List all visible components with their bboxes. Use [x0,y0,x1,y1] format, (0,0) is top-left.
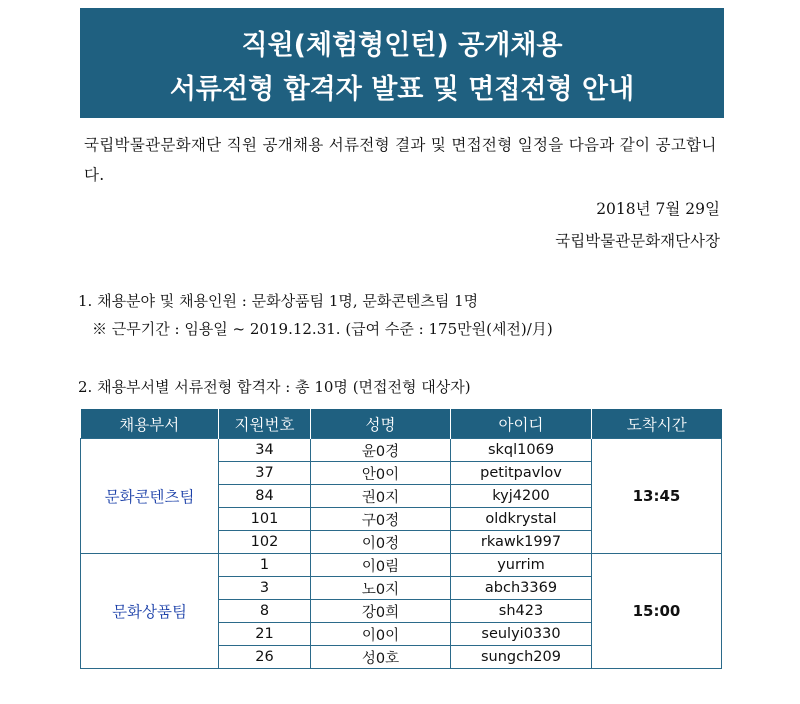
header-arrival-time: 도착시간 [592,409,722,439]
name-cell: 이0림 [311,554,451,577]
id-cell: sh423 [451,600,592,623]
name-cell: 안0이 [311,462,451,485]
dept-cell: 문화콘텐츠팀 [81,439,219,554]
title-banner [80,8,724,118]
applicant-no-cell: 37 [219,462,311,485]
applicant-no-cell: 1 [219,554,311,577]
section-1-heading: 1. 채용분야 및 채용인원 : 문화상품팀 1명, 문화콘텐츠팀 1명 [78,292,479,310]
arrival-time-cell: 15:00 [592,554,722,669]
applicant-no-cell: 34 [219,439,311,462]
id-cell: kyj4200 [451,485,592,508]
name-cell: 이0이 [311,623,451,646]
id-cell: yurrim [451,554,592,577]
id-cell: rkawk1997 [451,531,592,554]
id-cell: abch3369 [451,577,592,600]
header-dept: 채용부서 [81,409,219,439]
name-cell: 노0지 [311,577,451,600]
header-id: 아이디 [451,409,592,439]
applicant-no-cell: 102 [219,531,311,554]
id-cell: sungch209 [451,646,592,669]
applicant-no-cell: 101 [219,508,311,531]
title-line-2: 서류전형 합격자 발표 및 면접전형 안내 [169,74,635,105]
arrival-time-cell: 13:45 [592,439,722,554]
applicant-no-cell: 84 [219,485,311,508]
applicant-no-cell: 21 [219,623,311,646]
applicant-no-cell: 3 [219,577,311,600]
applicant-no-cell: 8 [219,600,311,623]
id-cell: petitpavlov [451,462,592,485]
table-row [81,554,722,577]
dept-cell: 문화상품팀 [81,554,219,669]
section-2-heading: 2. 채용부서별 서류전형 합격자 : 총 10명 (면접전형 대상자) [78,378,471,396]
name-cell: 강0희 [311,600,451,623]
title-line-1: 직원(체험형인턴) 공개채용 [241,30,563,61]
section-1-note: ※ 근무기간 : 임용일 ~ 2019.12.31. (급여 수준 : 175만원(세전)/月) [92,320,553,338]
header-applicant-no: 지원번호 [219,409,311,439]
name-cell: 권0지 [311,485,451,508]
notice-signer: 국립박물관문화재단사장 [555,232,720,250]
id-cell: oldkrystal [451,508,592,531]
id-cell: skql1069 [451,439,592,462]
name-cell: 성0호 [311,646,451,669]
table-row [81,439,722,462]
notice-date: 2018년 7월 29일 [596,200,720,218]
header-name: 성명 [311,409,451,439]
applicant-no-cell: 26 [219,646,311,669]
id-cell: seulyi0330 [451,623,592,646]
name-cell: 윤0경 [311,439,451,462]
name-cell: 이0정 [311,531,451,554]
intro-paragraph: 국립박물관문화재단 직원 공개채용 서류전형 결과 및 면접전형 일정을 다음과 같이 공고합니다. [84,136,717,184]
results-table [80,409,722,669]
name-cell: 구0정 [311,508,451,531]
table-header-row [81,409,722,439]
